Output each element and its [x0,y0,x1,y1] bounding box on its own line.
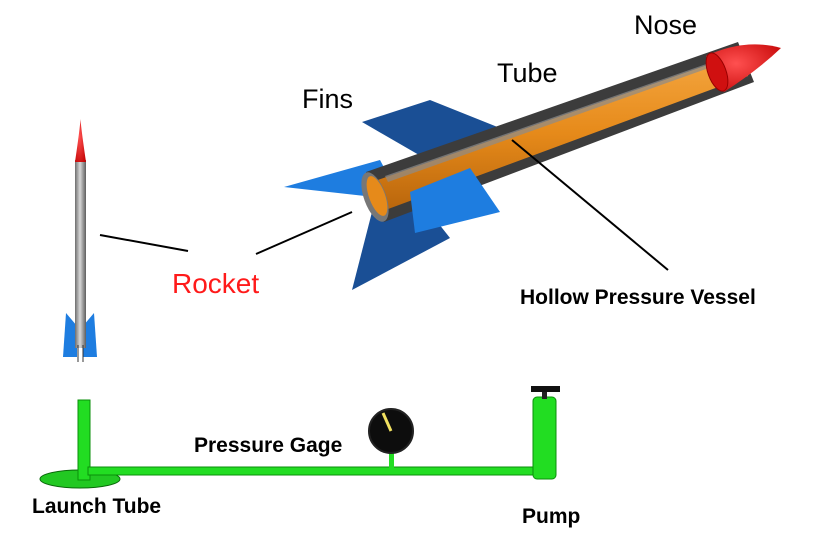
rocket-label: Rocket [172,268,260,299]
rocket-leader-right [256,212,352,254]
supply-pipe [88,467,534,475]
launch-tube-label: Launch Tube [32,495,162,518]
fins-label: Fins [302,84,354,114]
small-rocket [63,119,97,362]
pressure-gage-label: Pressure Gage [194,434,343,457]
pump-label: Pump [522,505,581,528]
rocket-leader-left [100,235,188,251]
tube-label: Tube [497,58,558,88]
small-rocket-fin-left [63,313,77,357]
pump-body [533,397,556,479]
nose-label: Nose [634,10,698,40]
hollow-pressure-vessel-label: Hollow Pressure Vessel [520,286,756,309]
small-rocket-tube [75,160,86,348]
vessel-leader [512,140,668,270]
pump-handle [531,386,560,392]
small-rocket-nose [75,119,86,162]
pump-rod [542,391,547,399]
